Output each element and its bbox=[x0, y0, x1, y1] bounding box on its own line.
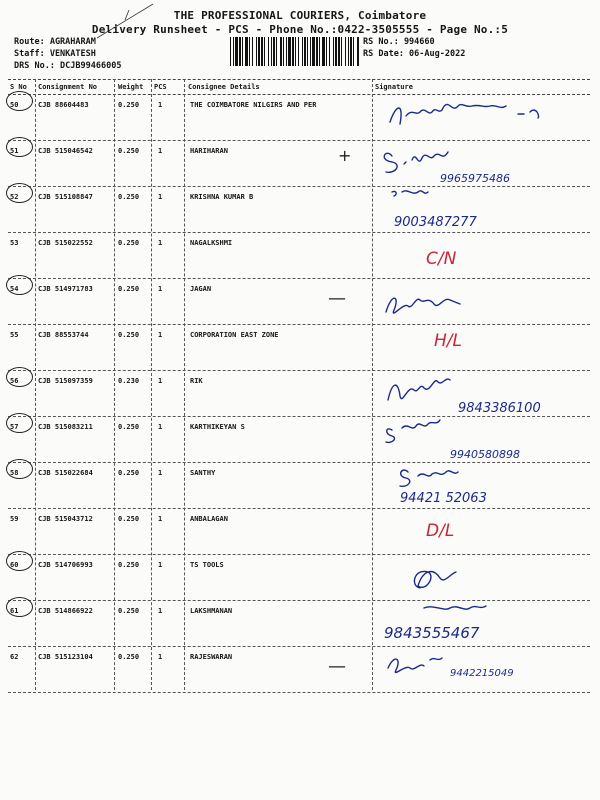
row-sno: 62 bbox=[10, 653, 19, 661]
table-row bbox=[8, 508, 590, 555]
row-pcs: 1 bbox=[158, 377, 163, 385]
signature-handwriting bbox=[378, 462, 593, 508]
row-pcs: 1 bbox=[158, 561, 163, 569]
col-consignee: Consignee Details bbox=[188, 83, 260, 91]
row-consignment-no: CJB 515043712 bbox=[38, 515, 93, 523]
row-consignee: CORPORATION EAST ZONE bbox=[190, 331, 279, 339]
signature-handwriting bbox=[378, 508, 593, 554]
row-pcs: 1 bbox=[158, 239, 163, 247]
row-weight: 0.250 bbox=[118, 331, 140, 339]
svg-text:9003487277: 9003487277 bbox=[394, 215, 477, 230]
row-weight: 0.250 bbox=[118, 653, 140, 661]
row-sno: 58 bbox=[10, 469, 19, 477]
drs-number: DRS No.: DCJB99466005 bbox=[14, 61, 122, 71]
row-consignee: SANTHY bbox=[190, 469, 216, 477]
runsheet-header bbox=[0, 0, 600, 80]
svg-text:9940580898: 9940580898 bbox=[450, 448, 520, 461]
table-header bbox=[8, 79, 590, 95]
row-sno: 50 bbox=[10, 101, 19, 109]
row-weight: 0.230 bbox=[118, 377, 140, 385]
table-row bbox=[8, 278, 590, 325]
signature-handwriting bbox=[378, 94, 593, 140]
row-pcs: 1 bbox=[158, 193, 163, 201]
signature-handwriting bbox=[378, 232, 593, 278]
row-sno: 53 bbox=[10, 239, 19, 247]
row-weight: 0.250 bbox=[118, 285, 140, 293]
row-weight: 0.250 bbox=[118, 193, 140, 201]
row-consignee: LAKSHMANAN bbox=[190, 607, 233, 615]
svg-text:9965975486: 9965975486 bbox=[440, 172, 510, 185]
row-sno: 54 bbox=[10, 285, 19, 293]
row-weight: 0.250 bbox=[118, 561, 140, 569]
sno-circle-mark bbox=[6, 459, 33, 479]
table-row bbox=[8, 462, 590, 509]
row-weight: 0.250 bbox=[118, 423, 140, 431]
signature-handwriting bbox=[378, 140, 593, 186]
svg-text:H/L: H/L bbox=[434, 331, 462, 351]
rs-date: RS Date: 06-Aug-2022 bbox=[363, 49, 466, 59]
row-sno: 57 bbox=[10, 423, 19, 431]
signature-handwriting bbox=[378, 416, 593, 462]
sno-circle-mark bbox=[6, 413, 33, 433]
row-pcs: 1 bbox=[158, 515, 163, 523]
signature-handwriting bbox=[378, 600, 593, 646]
table-row bbox=[8, 232, 590, 279]
row-pcs: 1 bbox=[158, 101, 163, 109]
staff-label: Staff: VENKATESH bbox=[14, 49, 96, 59]
row-weight: 0.250 bbox=[118, 239, 140, 247]
row-sno: 61 bbox=[10, 607, 19, 615]
row-consignment-no: CJB 514866922 bbox=[38, 607, 93, 615]
signature-handwriting bbox=[378, 186, 593, 232]
row-consignee: RAJESWARAN bbox=[190, 653, 233, 661]
row-consignment-no: CJB 515083211 bbox=[38, 423, 93, 431]
sno-circle-mark bbox=[6, 137, 33, 157]
row-consignee: KARTHIKEYAN S bbox=[190, 423, 245, 431]
pen-mark: + bbox=[338, 146, 352, 165]
signature-handwriting bbox=[378, 370, 593, 416]
table-row bbox=[8, 600, 590, 647]
row-sno: 51 bbox=[10, 147, 19, 155]
signature-handwriting bbox=[378, 646, 593, 692]
signature-handwriting bbox=[378, 324, 593, 370]
row-pcs: 1 bbox=[158, 653, 163, 661]
barcode bbox=[230, 37, 360, 66]
row-consignee: KRISHNA KUMAR B bbox=[190, 193, 254, 201]
row-consignment-no: CJB 514971783 bbox=[38, 285, 93, 293]
row-consignment-no: CJB 515022684 bbox=[38, 469, 93, 477]
route-label: Route: AGRAHARAM bbox=[14, 37, 96, 47]
sno-circle-mark bbox=[6, 275, 33, 295]
row-pcs: 1 bbox=[158, 423, 163, 431]
table-row bbox=[8, 370, 590, 417]
col-weight: Weight bbox=[118, 83, 144, 91]
table-row bbox=[8, 416, 590, 463]
row-weight: 0.250 bbox=[118, 469, 140, 477]
row-weight: 0.250 bbox=[118, 515, 140, 523]
table-row bbox=[8, 554, 590, 601]
rs-number: RS No.: 994660 bbox=[363, 37, 435, 47]
row-consignee: NAGALKSHMI bbox=[190, 239, 233, 247]
row-pcs: 1 bbox=[158, 607, 163, 615]
row-sno: 59 bbox=[10, 515, 19, 523]
sno-circle-mark bbox=[6, 183, 33, 203]
row-consignment-no: CJB 515108847 bbox=[38, 193, 93, 201]
table-row bbox=[8, 646, 590, 693]
svg-text:D/L: D/L bbox=[426, 521, 455, 541]
row-pcs: 1 bbox=[158, 469, 163, 477]
svg-text:9843386100: 9843386100 bbox=[458, 401, 541, 416]
sno-circle-mark bbox=[6, 597, 33, 617]
row-sno: 52 bbox=[10, 193, 19, 201]
sno-circle-mark bbox=[6, 551, 33, 571]
col-consignment: Consignment No bbox=[38, 83, 98, 91]
signature-handwriting bbox=[378, 554, 593, 600]
row-weight: 0.250 bbox=[118, 101, 140, 109]
row-consignee: THE COIMBATORE NILGIRS AND PER bbox=[190, 101, 317, 109]
signature-handwriting bbox=[378, 278, 593, 324]
table-row bbox=[8, 186, 590, 233]
col-sno: S No bbox=[10, 83, 27, 91]
company-title: THE PROFESSIONAL COURIERS, Coimbatore bbox=[173, 9, 427, 22]
row-consignment-no: CJB 514706993 bbox=[38, 561, 93, 569]
row-consignee: RIK bbox=[190, 377, 203, 385]
row-sno: 60 bbox=[10, 561, 19, 569]
row-consignee: HARIHARAN bbox=[190, 147, 228, 155]
row-pcs: 1 bbox=[158, 331, 163, 339]
row-consignment-no: CJB 88604483 bbox=[38, 101, 89, 109]
row-sno: 55 bbox=[10, 331, 19, 339]
svg-text:94421 52063: 94421 52063 bbox=[400, 491, 487, 506]
row-pcs: 1 bbox=[158, 285, 163, 293]
pen-mark: — bbox=[328, 288, 346, 309]
row-consignment-no: CJB 515046542 bbox=[38, 147, 93, 155]
row-weight: 0.250 bbox=[118, 147, 140, 155]
row-consignment-no: CJB 515097359 bbox=[38, 377, 93, 385]
table-row bbox=[8, 140, 590, 187]
row-consignee: JAGAN bbox=[190, 285, 212, 293]
row-consignee: TS TOOLS bbox=[190, 561, 224, 569]
row-pcs: 1 bbox=[158, 147, 163, 155]
table-row bbox=[8, 324, 590, 371]
row-consignment-no: CJB 515123104 bbox=[38, 653, 93, 661]
svg-text:9843555467: 9843555467 bbox=[384, 624, 480, 642]
row-consignment-no: CJB 88553744 bbox=[38, 331, 89, 339]
col-pcs: PCS bbox=[154, 83, 167, 91]
sno-circle-mark bbox=[6, 367, 33, 387]
svg-text:9442215049: 9442215049 bbox=[450, 668, 514, 679]
svg-text:C/N: C/N bbox=[426, 249, 457, 269]
col-signature: Signature bbox=[375, 83, 413, 91]
table-row bbox=[8, 94, 590, 141]
sno-circle-mark bbox=[6, 91, 33, 111]
runsheet-title: Delivery Runsheet - PCS - Phone No.:0422-3505555 - Page No.:5 bbox=[91, 23, 509, 36]
row-weight: 0.250 bbox=[118, 607, 140, 615]
row-consignment-no: CJB 515022552 bbox=[38, 239, 93, 247]
pen-mark: — bbox=[328, 656, 346, 677]
row-sno: 56 bbox=[10, 377, 19, 385]
row-consignee: ANBALAGAN bbox=[190, 515, 228, 523]
